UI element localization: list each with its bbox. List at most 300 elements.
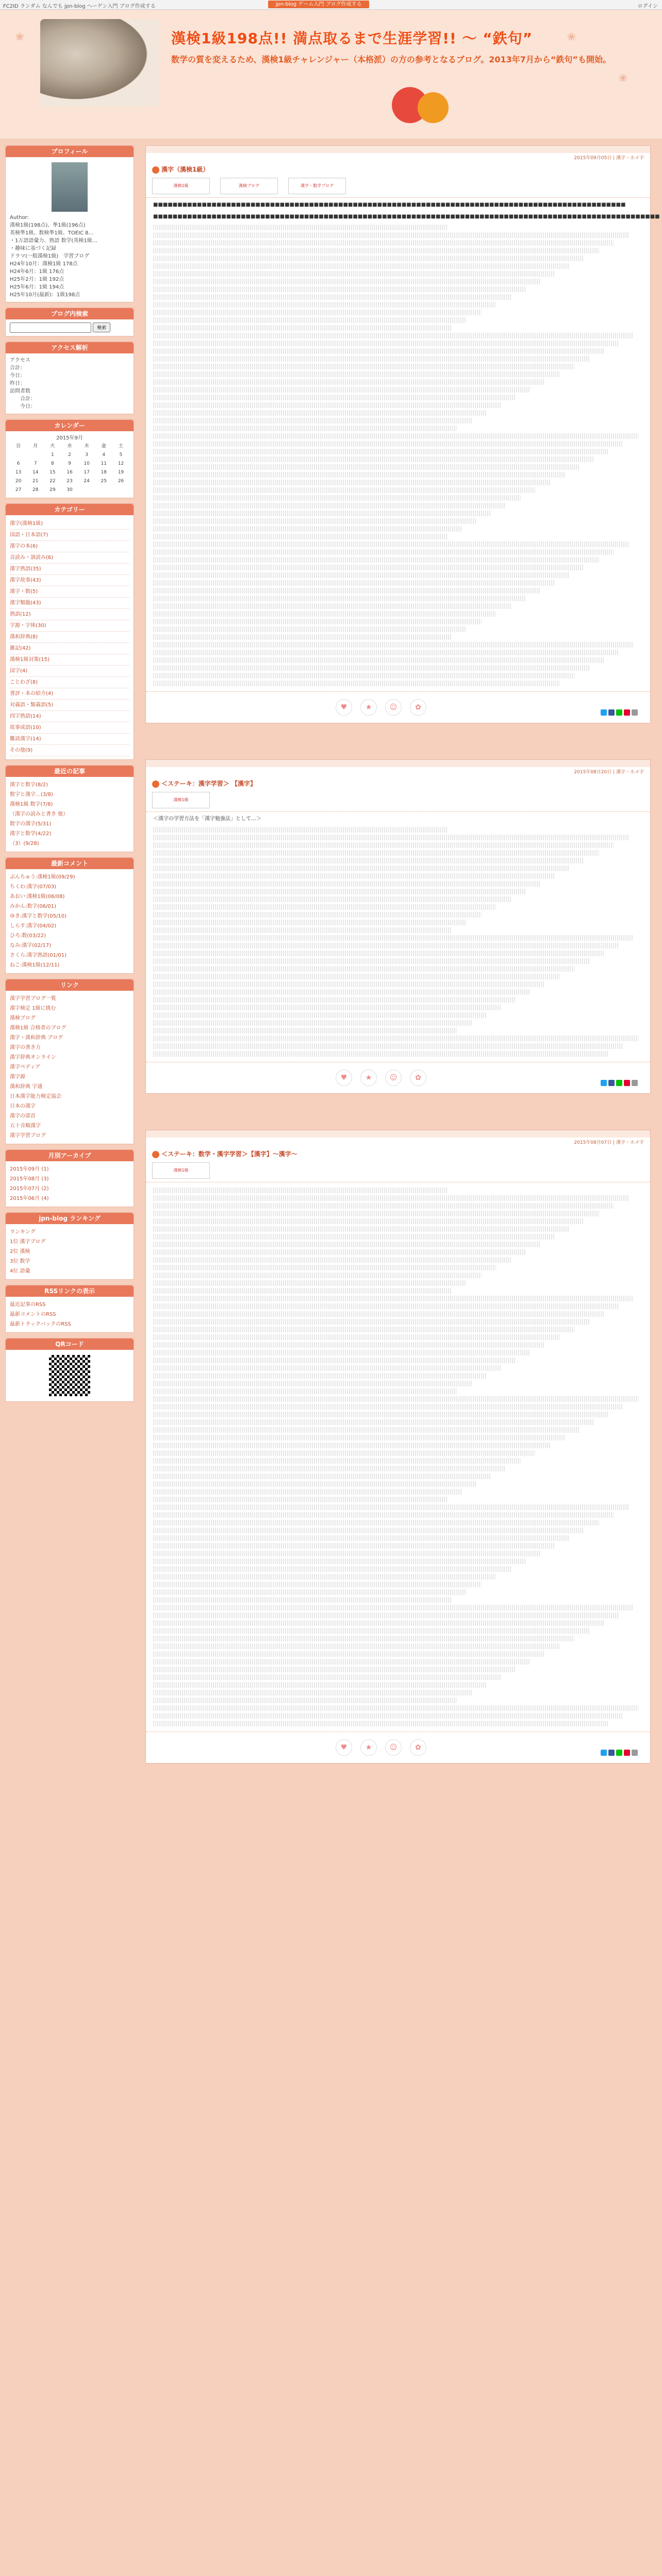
share-icon[interactable] [601, 709, 607, 716]
entry-text-line [153, 1674, 501, 1680]
recent-item[interactable]: 漢字と数学(4/22) [10, 831, 52, 837]
paw-icon: ❀ [567, 30, 576, 43]
recent-heading: 最近の記事 [6, 766, 134, 777]
reaction-icon[interactable]: ✿ [410, 1070, 426, 1086]
profile-heading: プロフィール [6, 146, 134, 157]
entry-banners [152, 1162, 644, 1179]
entry-text-line [153, 426, 457, 431]
profile-box [5, 145, 134, 302]
calendar-day[interactable]: 10 [84, 461, 90, 466]
category-item[interactable]: 漢字の本(6) [10, 541, 129, 552]
entry-text-line [153, 1551, 540, 1556]
top-nav-left[interactable]: FC2ID ランダム なんでも jpn-blog ヘーゲン入門 ブログ作成する [3, 4, 156, 9]
links-box [5, 979, 134, 1144]
entry-text-line [153, 665, 589, 671]
category-item[interactable]: 国字(4) [10, 666, 129, 677]
top-nav-center-label: jpn-blog ゲーム入門 ブログ作成する [275, 2, 362, 7]
category-item[interactable]: 漢字熟語(35) [10, 564, 129, 575]
ranking-item[interactable]: 4位 語彙 [10, 1268, 30, 1274]
comment-item[interactable]: ねこ:漢検1級(12/11) [10, 962, 60, 968]
entry-text-line [153, 1311, 604, 1317]
entry-text-line [153, 534, 447, 539]
profile-line: ・趣味に基づく記録 [10, 246, 56, 251]
ranking-banner[interactable]: 漢検1級 [152, 178, 210, 194]
blog-title[interactable]: 漢検1級198点!! 満点取るまで生涯学習!! ～ “鉄句” [171, 30, 533, 47]
entry-text-line [153, 232, 628, 238]
avatar [52, 162, 88, 212]
category-item[interactable]: 難読漢字(14) [10, 734, 129, 745]
qr-box [5, 1338, 134, 1402]
reaction-icon[interactable]: ★ [360, 1070, 377, 1086]
calendar-day[interactable]: 11 [101, 461, 107, 466]
share-icon[interactable] [616, 1080, 622, 1086]
profile-line: Author: [10, 215, 29, 221]
calendar-day [10, 451, 27, 460]
ranking-banner[interactable]: 漢検ブログ [220, 178, 278, 194]
search-button[interactable]: 検索 [93, 323, 110, 332]
entry-text-line [153, 935, 633, 941]
category-item[interactable]: 漢検1級対策(15) [10, 654, 129, 666]
entry-text-line [153, 325, 452, 331]
access-line: 合計： [10, 396, 36, 402]
entry-banners [152, 178, 644, 194]
comment-item[interactable]: みかん:数字(06/01) [10, 904, 56, 909]
link-item[interactable]: 日本漢字能力検定協会 [10, 1094, 61, 1099]
category-item[interactable]: 漢和辞典(8) [10, 632, 129, 643]
link-item[interactable]: 漢検1級 合格者のブログ [10, 1025, 67, 1031]
calendar-day[interactable]: 2 [68, 452, 71, 457]
reaction-icon[interactable]: ♥ [336, 699, 352, 716]
calendar-weekday: 金 [101, 444, 106, 449]
entry-text-line [153, 1574, 496, 1580]
category-item[interactable]: 国語・日本語(7) [10, 530, 129, 541]
share-icon[interactable] [601, 1750, 607, 1756]
reaction-icon[interactable]: ☺ [385, 1070, 402, 1086]
entry-title[interactable] [152, 165, 644, 174]
entry-text-line [153, 1012, 486, 1018]
comments-heading: 最新コメント [6, 858, 134, 869]
entry-text-line [153, 1396, 638, 1402]
ranking-box [5, 1212, 134, 1280]
entry-text-line [153, 379, 545, 385]
category-item[interactable]: 対義語・類義語(5) [10, 700, 129, 711]
sidebar [5, 145, 134, 1407]
calendar-weekday: 木 [84, 444, 89, 449]
ranking-banner[interactable]: 漢字・数学ブログ [288, 178, 346, 194]
entry-text-line [153, 1721, 609, 1726]
reaction-icon[interactable]: ✿ [410, 1739, 426, 1756]
entry-text-line [153, 1667, 516, 1672]
entry-footer [146, 1062, 650, 1093]
entry-text-line [153, 279, 540, 284]
access-line: 今日： [10, 373, 25, 379]
comments-list [6, 869, 134, 973]
archive-item[interactable]: 2015年08月 (3) [10, 1176, 49, 1182]
link-item[interactable]: 漢字検定 1級に挑む [10, 1006, 56, 1011]
entry-text-line [153, 557, 599, 563]
login-link[interactable]: ログイン [637, 4, 658, 9]
calendar-day[interactable]: 22 [49, 479, 56, 484]
category-item[interactable]: 故事成語(10) [10, 722, 129, 734]
entry-date: 2015年09月05日 | 漢字・ホメ字 [574, 156, 644, 161]
link-item[interactable]: 五十音順漢字 [10, 1123, 41, 1129]
access-line: 訪問者数 [10, 388, 30, 394]
entry-text-line [153, 896, 511, 902]
link-item[interactable]: 漢字の書き方 [10, 1045, 41, 1050]
entry-text-line [153, 433, 638, 439]
calendar-day[interactable]: 15 [49, 470, 56, 475]
category-item[interactable]: 音読み・訓読み(6) [10, 552, 129, 564]
entry-title-text: ＜ステーキ：漢字学習＞ 【漢字】 [161, 780, 256, 787]
link-item[interactable]: 漢字辞典オンライン [10, 1055, 56, 1060]
entry-text-line [153, 1211, 599, 1216]
comment-item[interactable]: しらす:漢字(04/02) [10, 923, 56, 929]
category-item[interactable]: 四字熟語(14) [10, 711, 129, 722]
reaction-icon[interactable]: ✿ [410, 699, 426, 716]
calendar-day[interactable]: 3 [85, 452, 88, 457]
category-list [6, 515, 134, 759]
reaction-icon[interactable]: ★ [360, 699, 377, 716]
calendar-day [112, 486, 129, 495]
category-item[interactable]: 雑記(42) [10, 643, 129, 654]
recent-item[interactable]: 漢字と数字(8/2) [10, 782, 48, 788]
ranking-item[interactable]: 1位 漢字ブログ [10, 1239, 46, 1245]
calendar-day[interactable]: 19 [118, 470, 124, 475]
entry-text-line [153, 1512, 614, 1518]
entry-header [146, 776, 650, 812]
entry-text-line [153, 240, 614, 246]
comments-box [5, 857, 134, 974]
calendar-day[interactable]: 9 [68, 461, 71, 466]
entry-text-line [153, 681, 560, 686]
entry-text-line [153, 1690, 472, 1696]
entry-text-line [153, 356, 589, 362]
archive-heading: 月別アーカイブ [6, 1150, 134, 1161]
entry-text-line [153, 526, 462, 532]
entry-text-line [153, 1450, 535, 1456]
entry-text-line [153, 294, 511, 300]
entry-paragraph: ■■■■■■■■■■■■■■■■■■■■■■■■■■■■■■■■■■■■■■■■■■■■■■■■■■■■■■■■■■■■■■■■■■■■■■■■■■■■■■■■■■■■■■■■■■■■■■■■■■■■■■■■ [153, 214, 660, 219]
entry-text-line [153, 1273, 482, 1278]
entry-text-line [153, 650, 619, 655]
entry-text-line [153, 387, 531, 393]
entry-text-line [153, 596, 525, 601]
entry-text-line [153, 1303, 619, 1309]
calendar-day[interactable]: 1 [51, 452, 54, 457]
entry-text-line [153, 1404, 623, 1410]
archive-item[interactable]: 2015年07月 (2) [10, 1186, 49, 1192]
calendar-day[interactable]: 17 [84, 470, 90, 475]
comment-item[interactable]: ちくわ:漢字(07/03) [10, 884, 56, 890]
entry-text-line [153, 472, 565, 478]
entry-text-line [153, 1257, 511, 1263]
category-item[interactable]: 漢字・数(5) [10, 586, 129, 598]
entry-text-line [153, 850, 599, 856]
link-item[interactable]: 漢字の部首 [10, 1113, 36, 1119]
entry-text-line [153, 858, 584, 863]
reaction-icon[interactable]: ♥ [336, 1739, 352, 1756]
entry-text-line [153, 958, 589, 964]
recent-item[interactable]: 数字の漢字(5/31) [10, 821, 52, 827]
blog-entry [145, 1130, 651, 1764]
share-icon[interactable] [624, 1750, 630, 1756]
calendar-day[interactable]: 28 [32, 487, 39, 493]
entry-title[interactable] [152, 779, 644, 788]
calendar-day[interactable]: 5 [119, 452, 123, 457]
share-icon[interactable] [632, 709, 638, 716]
ranking-item[interactable]: ランキング [10, 1229, 36, 1235]
rss-link[interactable]: 最新トラックバックのRSS [10, 1321, 71, 1327]
links-heading: リンク [6, 979, 134, 991]
entry-text-line [153, 1628, 589, 1634]
entry-text-line [153, 1651, 545, 1657]
profile-line: ・1万語語彙力、熟語 数学(英検1級… [10, 238, 97, 244]
recent-item[interactable]: 漢検1級 数字(7/8) [10, 802, 53, 807]
comment-item[interactable]: ひろ:数(03/22) [10, 933, 46, 939]
reaction-icon[interactable]: ☺ [385, 699, 402, 716]
entry-text-line [153, 1358, 516, 1363]
calendar-day[interactable]: 23 [67, 479, 73, 484]
entry-header [146, 162, 650, 198]
entry-header [146, 1146, 650, 1182]
entry-text-line [153, 1265, 496, 1270]
entry-text-line [153, 634, 452, 640]
profile-line: 英検準1級、数検準1級、TOEIC 8… [10, 230, 94, 236]
links-list [6, 991, 134, 1144]
entry-marker-icon [152, 781, 159, 788]
entry-title[interactable] [152, 1149, 644, 1158]
entry-text-line [153, 1296, 633, 1301]
reaction-icon[interactable]: ☺ [385, 1739, 402, 1756]
entry-text-line [153, 518, 476, 524]
comment-item[interactable]: ぶんちゅう:漢検1級(09/29) [10, 874, 75, 880]
link-item[interactable]: 日本の漢字 [10, 1104, 36, 1109]
calendar-day[interactable]: 8 [51, 461, 54, 466]
entry-text-line [153, 1659, 531, 1665]
share-icon[interactable] [601, 1080, 607, 1086]
share-icon[interactable] [624, 709, 630, 716]
category-item[interactable]: 字源・字体(30) [10, 620, 129, 632]
entry-text-line [153, 1412, 609, 1417]
calendar-day[interactable]: 16 [67, 470, 73, 475]
entry-text-line [153, 1242, 540, 1247]
calendar-day[interactable]: 12 [118, 461, 124, 466]
calendar-month: 2015年9月 [56, 435, 83, 441]
calendar-day[interactable]: 26 [118, 479, 124, 484]
search-input[interactable] [10, 323, 91, 333]
entry-text-line [153, 1705, 638, 1711]
ranking-item[interactable]: 2位 漢検 [10, 1249, 30, 1255]
calendar-day[interactable]: 24 [84, 479, 90, 484]
entry-text-line [153, 1435, 565, 1440]
blog-subtitle: 数学の質を変えるため、漢検1級チャレンジャー（本格派）の方の参考となるブログ。2013年7月から“鉄句”も開始。 [171, 55, 611, 64]
entry-text-line [153, 549, 614, 555]
calendar-weekday: 土 [118, 444, 123, 449]
profile-text [10, 214, 129, 299]
entry-text-line [153, 395, 516, 400]
calendar-day[interactable]: 30 [67, 487, 73, 493]
rss-list [6, 1297, 134, 1332]
entry-text-line [153, 1698, 457, 1703]
entry-text-line [153, 1020, 472, 1026]
share-icon[interactable] [608, 709, 615, 716]
entry-text-line [153, 1589, 467, 1595]
link-item[interactable]: 漢字・漢和辞典 ブログ [10, 1035, 63, 1041]
calendar-day[interactable]: 18 [101, 470, 107, 475]
entry-title-text: ＜ステーキ：数学・漢字学習＞【漢字】～漢字～ [161, 1150, 297, 1158]
top-nav-center[interactable] [268, 1, 369, 8]
entry-text-line [153, 927, 452, 933]
comment-item[interactable]: ゆき:漢字と数学(05/10) [10, 913, 67, 919]
entry-text-line [153, 418, 472, 423]
category-item[interactable]: 漢字故事(43) [10, 575, 129, 586]
entry-text-line [153, 1203, 614, 1209]
entry-text-line [153, 456, 594, 462]
access-line: 昨日： [10, 381, 25, 386]
calendar-day[interactable]: 7 [34, 461, 37, 466]
entry-text-line [153, 943, 619, 948]
entry-text-line [153, 364, 574, 369]
share-icon[interactable] [608, 1080, 615, 1086]
comment-item[interactable]: さくら:漢字熟語(01/01) [10, 953, 67, 958]
main-content [145, 145, 660, 1800]
entry-text-line [153, 889, 525, 894]
share-icon[interactable] [616, 709, 622, 716]
calendar-day[interactable]: 13 [15, 470, 22, 475]
qr-code [49, 1355, 90, 1396]
ranking-item[interactable]: 3位 数学 [10, 1259, 30, 1264]
entry-text-line [153, 1218, 584, 1224]
link-item[interactable]: 漢字学習ブログ [10, 1133, 46, 1139]
entry-text-line [153, 348, 604, 354]
reaction-icon[interactable]: ★ [360, 1739, 377, 1756]
calendar-day [78, 486, 95, 495]
entry-text-line [153, 580, 555, 586]
header-cat-image [40, 19, 159, 107]
archive-item[interactable]: 2015年09月 (1) [10, 1166, 49, 1172]
entry-text-line [153, 1520, 599, 1526]
recent-item[interactable]: （3）(9/28) [10, 841, 39, 846]
calendar-day[interactable]: 4 [102, 452, 106, 457]
access-line: アクセス [10, 358, 30, 363]
ranking-banner[interactable]: 漢検1級 [152, 1162, 210, 1179]
calendar-day[interactable]: 20 [15, 479, 22, 484]
comment-item[interactable]: なみ:漢字(02/17) [10, 943, 51, 948]
recent-list [6, 777, 134, 852]
entry-text-line [153, 1327, 574, 1332]
archive-list [6, 1161, 134, 1207]
link-item[interactable]: 漢字源 [10, 1074, 25, 1080]
link-item[interactable]: 漢和辞典 字通 [10, 1084, 43, 1090]
archive-item[interactable]: 2015年06月 (4) [10, 1196, 49, 1201]
category-item[interactable]: その他(9) [10, 745, 129, 756]
category-item[interactable]: ことわざ(8) [10, 677, 129, 688]
recent-item[interactable]: 数字と漢字…(3/8) [10, 792, 53, 798]
entry-text-line [153, 619, 482, 624]
access-heading: アクセス解析 [6, 342, 134, 353]
link-item[interactable]: 漢字ペディア [10, 1064, 41, 1070]
entry-text-line [153, 1597, 452, 1603]
paw-icon: ❀ [15, 30, 24, 43]
rss-link[interactable]: 最近記事のRSS [10, 1302, 46, 1308]
qr-heading: QRコード [6, 1338, 134, 1350]
entry-text-line [153, 1249, 525, 1255]
search-box [5, 308, 134, 336]
entry-text-line [153, 1005, 501, 1010]
category-item[interactable]: 熟語(12) [10, 609, 129, 620]
reaction-icon[interactable]: ♥ [336, 1070, 352, 1086]
ranking-banner[interactable]: 漢検1級 [152, 792, 210, 808]
recent-box [5, 765, 134, 852]
entry-text-line [153, 503, 506, 509]
rss-box [5, 1285, 134, 1333]
calendar-day[interactable]: 14 [32, 470, 39, 475]
calendar-day[interactable]: 6 [16, 461, 20, 466]
entry-text-line [153, 1473, 491, 1479]
recent-item[interactable]: （漢字の読みと書き 他） [10, 811, 69, 817]
calendar-day[interactable]: 29 [49, 487, 56, 493]
entry-banners [152, 792, 644, 808]
share-icon[interactable] [616, 1750, 622, 1756]
entry-text-line [153, 1381, 472, 1386]
entry-text-line [153, 225, 447, 230]
share-icon[interactable] [624, 1080, 630, 1086]
entry-text-line [153, 1280, 467, 1286]
calendar [10, 442, 129, 495]
calendar-weekday: 日 [16, 444, 21, 449]
entry-text-line [153, 1535, 570, 1541]
share-icon[interactable] [608, 1750, 615, 1756]
calendar-day[interactable]: 21 [32, 479, 39, 484]
category-item[interactable]: 書評・本の紹介(4) [10, 688, 129, 700]
entry-marker-icon [152, 1151, 159, 1158]
link-item[interactable]: 漢検ブログ [10, 1015, 36, 1021]
entry-text-line [153, 1043, 623, 1049]
calendar-day[interactable]: 25 [101, 479, 107, 484]
entry-text-line [153, 1605, 633, 1611]
entry-text-line [153, 1188, 447, 1193]
share-icon[interactable] [632, 1750, 638, 1756]
link-item[interactable]: 漢字学習ブログ一覧 [10, 996, 56, 1002]
entry-text-line [153, 657, 604, 663]
entry-paragraph: ＜漢字の学習方法を「漢字勉強法」として…＞ [153, 816, 261, 822]
rss-link[interactable]: 最新コメントのRSS [10, 1312, 56, 1317]
entry-text-line [153, 1643, 560, 1649]
category-item[interactable]: 漢字類題(43) [10, 598, 129, 609]
entry-text-line [153, 1682, 486, 1688]
entry-text-line [153, 1566, 511, 1572]
share-buttons [599, 709, 638, 717]
entry-text-line [153, 310, 482, 315]
entry-text-line [153, 1558, 525, 1564]
category-item[interactable]: 漢字(漢検1級) [10, 518, 129, 530]
profile-line: 漢検1級(198点)、準1級(196点) [10, 223, 86, 228]
entry-text-line [153, 673, 574, 679]
entry-text-line [153, 1195, 628, 1201]
entry-top-strip [146, 760, 650, 767]
entry-text-line [153, 997, 516, 1003]
calendar-day[interactable]: 27 [15, 487, 22, 493]
entry-text-line [153, 572, 570, 578]
entry-text-line [153, 1365, 501, 1371]
entry-text-line [153, 1350, 531, 1355]
entry-text-line [153, 286, 525, 292]
comment-item[interactable]: あおい:漢検1級(06/08) [10, 894, 65, 900]
reaction-buttons [332, 1070, 431, 1086]
entry-text-line [153, 1388, 457, 1394]
entry-text-line [153, 1582, 482, 1587]
share-icon[interactable] [632, 1080, 638, 1086]
